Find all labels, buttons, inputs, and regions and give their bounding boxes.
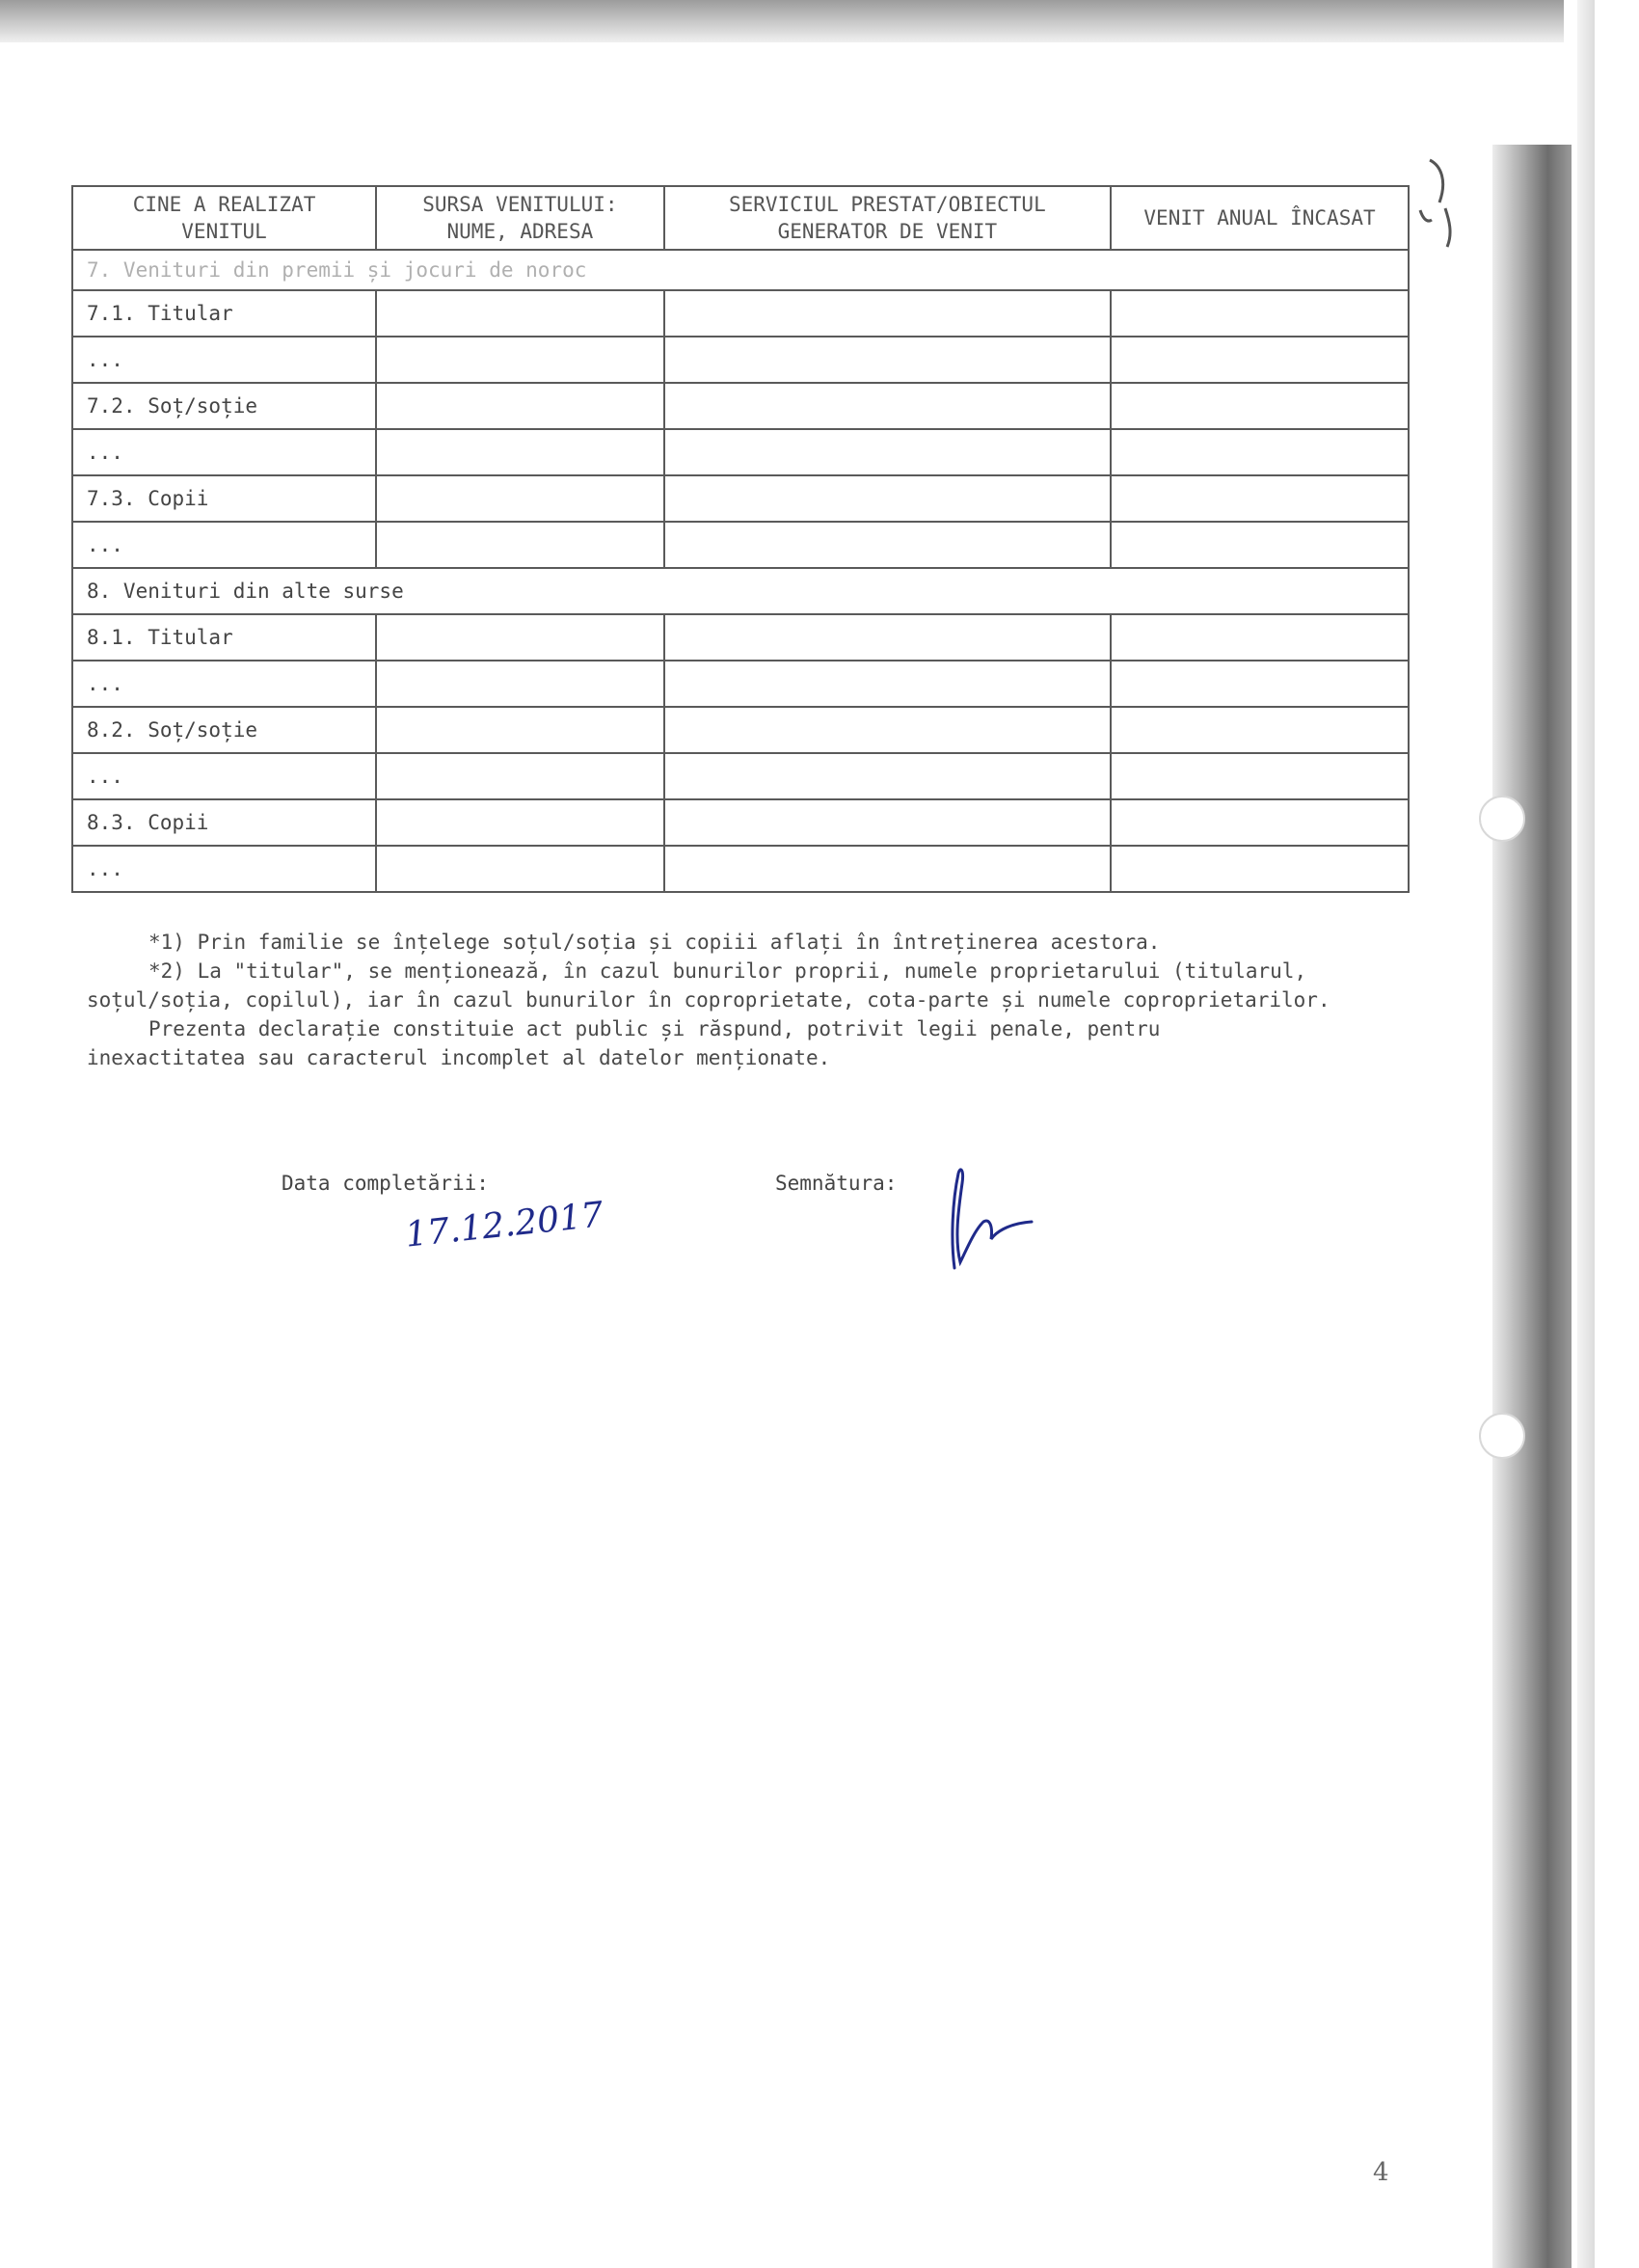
empty-cell [1111,475,1409,522]
handwritten-signature [926,1162,1051,1278]
income-table [71,185,1410,893]
table-row [72,614,1409,661]
empty-cell [1111,614,1409,661]
punch-hole [1479,1413,1525,1459]
empty-cell [376,614,664,661]
table-row [72,753,1409,799]
empty-cell [664,383,1111,429]
table-row [72,383,1409,429]
empty-cell [376,846,664,892]
empty-cell [1111,846,1409,892]
table-row [72,475,1409,522]
date-label: Data completării: [282,1172,489,1195]
row-label: 7.3. Copii [72,475,376,522]
footnotes [87,928,1330,1072]
signature-label: Semnătura: [775,1172,898,1195]
table-section-row [72,250,1409,290]
table-row [72,799,1409,846]
table-row [72,846,1409,892]
row-label: ... [72,337,376,383]
row-label: ... [72,846,376,892]
table-body [72,250,1409,892]
table-row [72,337,1409,383]
empty-cell [664,707,1111,753]
empty-cell [376,522,664,568]
empty-cell [664,522,1111,568]
row-label: ... [72,429,376,475]
row-label: ... [72,522,376,568]
section-title: 8. Venituri din alte surse [72,568,1409,614]
empty-cell [376,799,664,846]
header-source: SURSA VENITULUI: NUME, ADRESA [376,186,664,250]
section-title: 7. Venituri din premii și jocuri de noroc [72,250,1409,290]
punch-hole [1479,796,1525,842]
row-label: ... [72,753,376,799]
empty-cell [664,290,1111,337]
table-row [72,661,1409,707]
footnote-2: *2) La "titular", se menționează, în cazul bunurilor proprii, numele proprietarului (titularul, soțul/soția, copilul), iar în cazul bunurilor în coproprietate, cota-parte și numele coproprietarilor. [87,959,1330,1012]
footnote-1: *1) Prin familie se înțelege soțul/soția și copiii aflați în întreținerea acestora. [148,931,1161,954]
empty-cell [664,753,1111,799]
scan-binding-shadow [1492,145,1572,2268]
table-row [72,429,1409,475]
empty-cell [376,707,664,753]
empty-cell [1111,429,1409,475]
empty-cell [376,475,664,522]
empty-cell [664,846,1111,892]
empty-cell [664,429,1111,475]
handwritten-date: 17.12.2017 [403,1195,605,1256]
empty-cell [376,337,664,383]
table-row [72,522,1409,568]
empty-cell [376,429,664,475]
empty-cell [1111,707,1409,753]
row-label: ... [72,661,376,707]
empty-cell [1111,661,1409,707]
empty-cell [376,753,664,799]
declaration-statement: Prezenta declarație constituie act public și răspund, potrivit legii penale, pentru inexactitatea sau caracterul incomplet al datelor menționate. [87,1017,1161,1069]
table-section-row [72,568,1409,614]
scan-top-shadow [0,0,1564,42]
empty-cell [376,383,664,429]
header-who: CINE A REALIZAT VENITUL [72,186,376,250]
row-label: 7.1. Titular [72,290,376,337]
empty-cell [376,290,664,337]
empty-cell [1111,383,1409,429]
empty-cell [664,799,1111,846]
empty-cell [1111,799,1409,846]
empty-cell [1111,753,1409,799]
table-row [72,707,1409,753]
row-label: 7.2. Soț/soție [72,383,376,429]
empty-cell [1111,290,1409,337]
empty-cell [376,661,664,707]
row-label: 8.3. Copii [72,799,376,846]
table-row [72,290,1409,337]
empty-cell [664,614,1111,661]
empty-cell [1111,337,1409,383]
empty-cell [1111,522,1409,568]
empty-cell [664,337,1111,383]
scan-right-edge [1577,0,1595,2268]
empty-cell [664,475,1111,522]
table-header-row [72,186,1409,250]
page-number: 4 [1373,2158,1389,2187]
empty-cell [664,661,1111,707]
header-service: SERVICIUL PRESTAT/OBIECTUL GENERATOR DE VENIT [664,186,1111,250]
row-label: 8.1. Titular [72,614,376,661]
header-annual-income: VENIT ANUAL ÎNCASAT [1111,186,1409,250]
margin-ink-mark [1403,152,1470,268]
row-label: 8.2. Soț/soție [72,707,376,753]
